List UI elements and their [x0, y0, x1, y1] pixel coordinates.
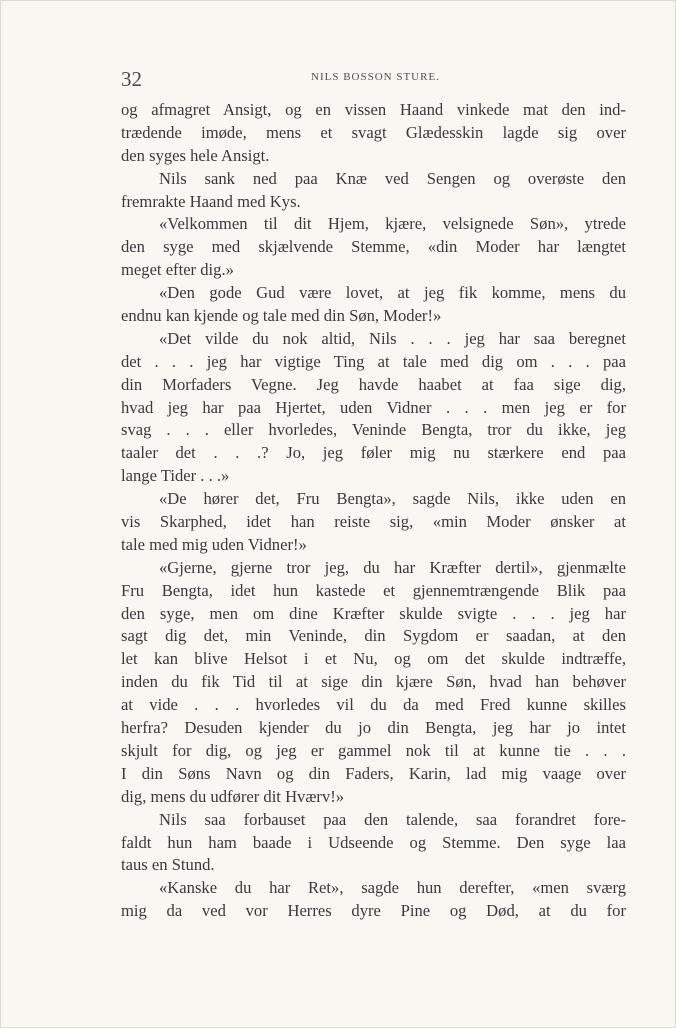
text-line: fremrakte Haand med Kys.	[121, 191, 301, 211]
text-line: skjult for dig, og jeg er gammel nok til at kunne tie . . .	[121, 740, 626, 760]
text-line: vis Skarphed, idet han reiste sig, «min Moder ønsker at	[121, 512, 626, 532]
text-line: faldt hun ham baade i Udseende og Stemme. Den syge laa	[121, 832, 626, 852]
text-line: det . . . jeg har vigtige Ting at tale med dig om . . . paa	[121, 351, 626, 371]
text-line: «Gjerne, gjerne tror jeg, du har Kræfter dertil», gjenmælte	[159, 557, 626, 577]
text-line: den syge med skjælvende Stemme, «din Moder har længtet	[121, 237, 626, 257]
page-number: 32	[121, 67, 142, 91]
page-header	[121, 67, 626, 91]
text-line: dig, mens du udfører dit Hværv!»	[121, 786, 345, 806]
text-line: trædende imøde, mens et svagt Glædesskin lagde sig over	[121, 122, 626, 142]
text-line: meget efter dig.»	[121, 260, 234, 280]
body-text	[121, 99, 626, 923]
text-line: og afmagret Ansigt, og en vissen Haand vinkede mat den ind-	[121, 100, 626, 119]
text-line: «Velkommen til dit Hjem, kjære, velsignede Søn», ytrede	[159, 214, 626, 234]
text-line: at vide . . . hvorledes vil du da med Fred kunne skilles	[121, 695, 626, 715]
text-line: Fru Bengta, idet hun kastede et gjennemtrængende Blik paa	[121, 580, 626, 600]
text-line: hvad jeg har paa Hjertet, uden Vidner . . . men jeg er for	[121, 397, 626, 417]
text-line: din Morfaders Vegne. Jeg havde haabet at faa sige dig,	[121, 374, 626, 394]
text-line: «De hører det, Fru Bengta», sagde Nils, ikke uden en	[159, 489, 626, 509]
text-line: Nils sank ned paa Knæ ved Sengen og overøste den	[159, 168, 626, 188]
text-line: sagt dig det, min Veninde, din Sygdom er saadan, at den	[121, 626, 626, 646]
text-line: den syges hele Ansigt.	[121, 145, 270, 165]
text-line: herfra? Desuden kjender du jo din Bengta, jeg har jo intet	[121, 718, 626, 738]
text-line: tale med mig uden Vidner!»	[121, 534, 307, 554]
text-line: taus en Stund.	[121, 855, 215, 875]
text-line: den syge, men om dine Kræfter skulde svigte . . . jeg har	[121, 603, 626, 623]
running-head: NILS BOSSON STURE.	[311, 71, 440, 83]
text-line: «Den gode Gud være lovet, at jeg fik komme, mens du	[159, 283, 626, 303]
text-line: mig da ved vor Herres dyre Pine og Død, at du for	[121, 901, 626, 921]
text-line: taaler det . . .? Jo, jeg føler mig nu stærkere end paa	[121, 443, 626, 463]
text-line: let kan blive Helsot i et Nu, og om det skulde indtræffe,	[121, 649, 626, 669]
text-line: inden du fik Tid til at sige din kjære Søn, hvad han behøver	[121, 672, 626, 692]
text-line: endnu kan kjende og tale med din Søn, Moder!»	[121, 306, 442, 326]
text-line: «Kanske du har Ret», sagde hun derefter, «men sværg	[159, 878, 626, 898]
text-line: I din Søns Navn og din Faders, Karin, lad mig vaage over	[121, 763, 626, 783]
text-line: Nils saa forbauset paa den talende, saa forandret fore-	[159, 809, 626, 829]
text-line: lange Tider . . .»	[121, 466, 230, 486]
text-line: «Det vilde du nok altid, Nils . . . jeg har saa beregnet	[159, 328, 626, 348]
text-line: svag . . . eller hvorledes, Veninde Bengta, tror du ikke, jeg	[121, 420, 626, 440]
